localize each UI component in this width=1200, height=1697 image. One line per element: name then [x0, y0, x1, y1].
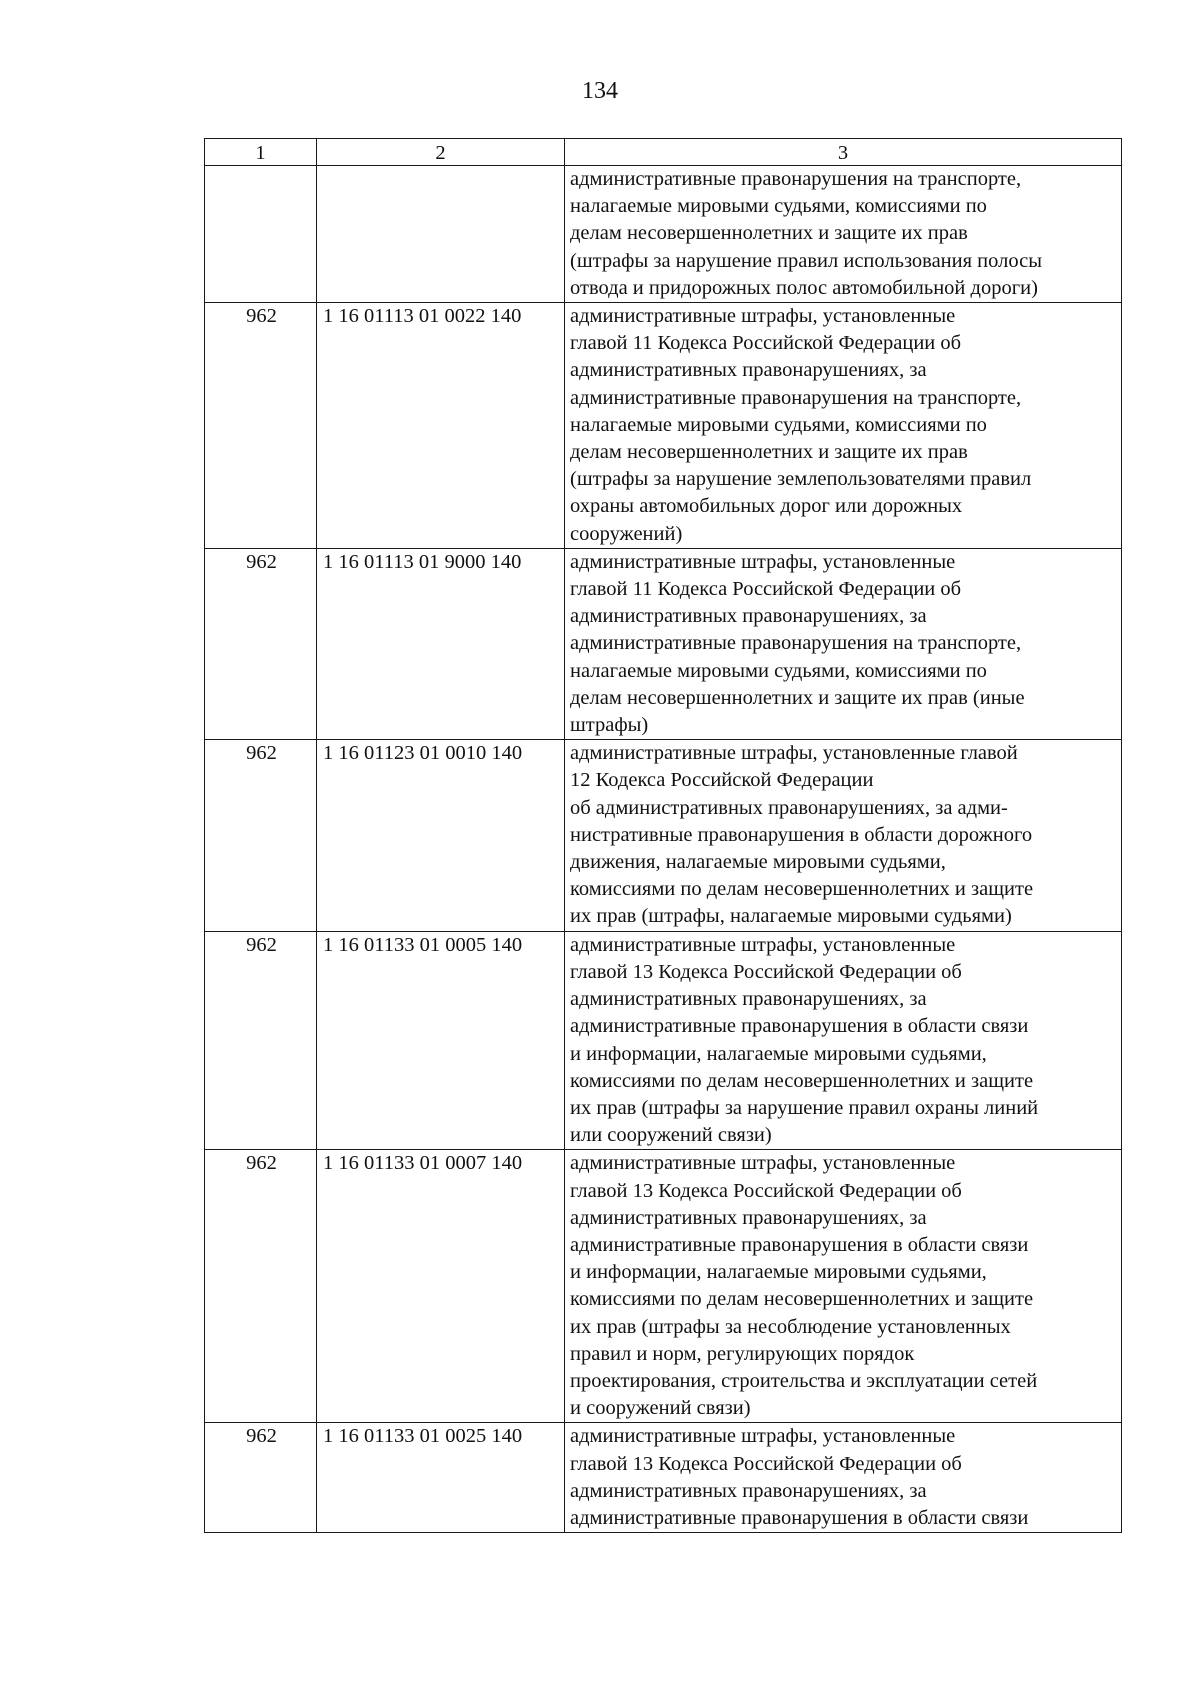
description-cell: административные штрафы, установленные главой 11 Кодекса Российской Федерации об административных правонарушениях, за административные правонарушения на транспорте, налагаемые мировыми судьями, комиссиями по делам несовершеннолетних и защите их прав (иные штрафы) [565, 548, 1122, 739]
revenue-code-cell: 1 16 01113 01 0022 140 [317, 303, 565, 549]
revenue-code-cell: 1 16 01133 01 0007 140 [317, 1150, 565, 1423]
revenue-code-cell: 1 16 01133 01 0025 140 [317, 1423, 565, 1533]
admin-code-cell: 962 [205, 931, 317, 1150]
table-row [205, 166, 1122, 303]
page-number: 134 [582, 78, 618, 104]
revenue-code-cell [317, 166, 565, 303]
admin-code-cell: 962 [205, 1150, 317, 1423]
table-row [205, 740, 1122, 931]
description-cell: административные штрафы, установленные главой 11 Кодекса Российской Федерации об административных правонарушениях, за административные правонарушения на транспорте, налагаемые мировыми судьями, комиссиями по делам несовершеннолетних и защите их прав (штрафы за нарушение землепользователями правил охраны автомобильных дорог или дорожных сооружений) [565, 303, 1122, 549]
admin-code-cell: 962 [205, 1423, 317, 1533]
admin-code-cell: 962 [205, 548, 317, 739]
table-header-row [205, 139, 1122, 166]
column-header-3: 3 [565, 139, 1122, 166]
description-cell: административные правонарушения на транспорте, налагаемые мировыми судьями, комиссиями по делам несовершеннолетних и защите их прав (штрафы за нарушение правил использования полосы отвода и придорожных полос автомобильной дороги) [565, 166, 1122, 303]
admin-code-cell: 962 [205, 303, 317, 549]
table-row [205, 931, 1122, 1150]
revenue-code-cell: 1 16 01113 01 9000 140 [317, 548, 565, 739]
column-header-1: 1 [205, 139, 317, 166]
table-row [205, 303, 1122, 549]
admin-code-cell [205, 166, 317, 303]
table-row [205, 548, 1122, 739]
revenue-code-cell: 1 16 01123 01 0010 140 [317, 740, 565, 931]
description-cell: административные штрафы, установленные главой 13 Кодекса Российской Федерации об административных правонарушениях, за административные правонарушения в области связи и информации, налагаемые мировыми судьями, комиссиями по делам несовершеннолетних и защите их прав (штрафы за несоблюдение установленных правил и норм, регулирующих порядок проектирования, строительства и эксплуатации сетей и сооружений связи) [565, 1150, 1122, 1423]
revenue-code-table [204, 138, 1122, 1533]
description-cell: административные штрафы, установленные главой 13 Кодекса Российской Федерации об административных правонарушениях, за административные правонарушения в области связи [565, 1423, 1122, 1533]
column-header-2: 2 [317, 139, 565, 166]
table-row [205, 1150, 1122, 1423]
revenue-code-cell: 1 16 01133 01 0005 140 [317, 931, 565, 1150]
description-cell: административные штрафы, установленные главой 13 Кодекса Российской Федерации об административных правонарушениях, за административные правонарушения в области связи и информации, налагаемые мировыми судьями, комиссиями по делам несовершеннолетних и защите их прав (штрафы за нарушение правил охраны линий или сооружений связи) [565, 931, 1122, 1150]
table-row [205, 1423, 1122, 1533]
admin-code-cell: 962 [205, 740, 317, 931]
description-cell: административные штрафы, установленные главой 12 Кодекса Российской Федерации об административных правонарушениях, за адми- нистративные правонарушения в области дорожного движения, налагаемые мировыми судьями, комиссиями по делам несовершеннолетних и защите их прав (штрафы, налагаемые мировыми судьями) [565, 740, 1122, 931]
